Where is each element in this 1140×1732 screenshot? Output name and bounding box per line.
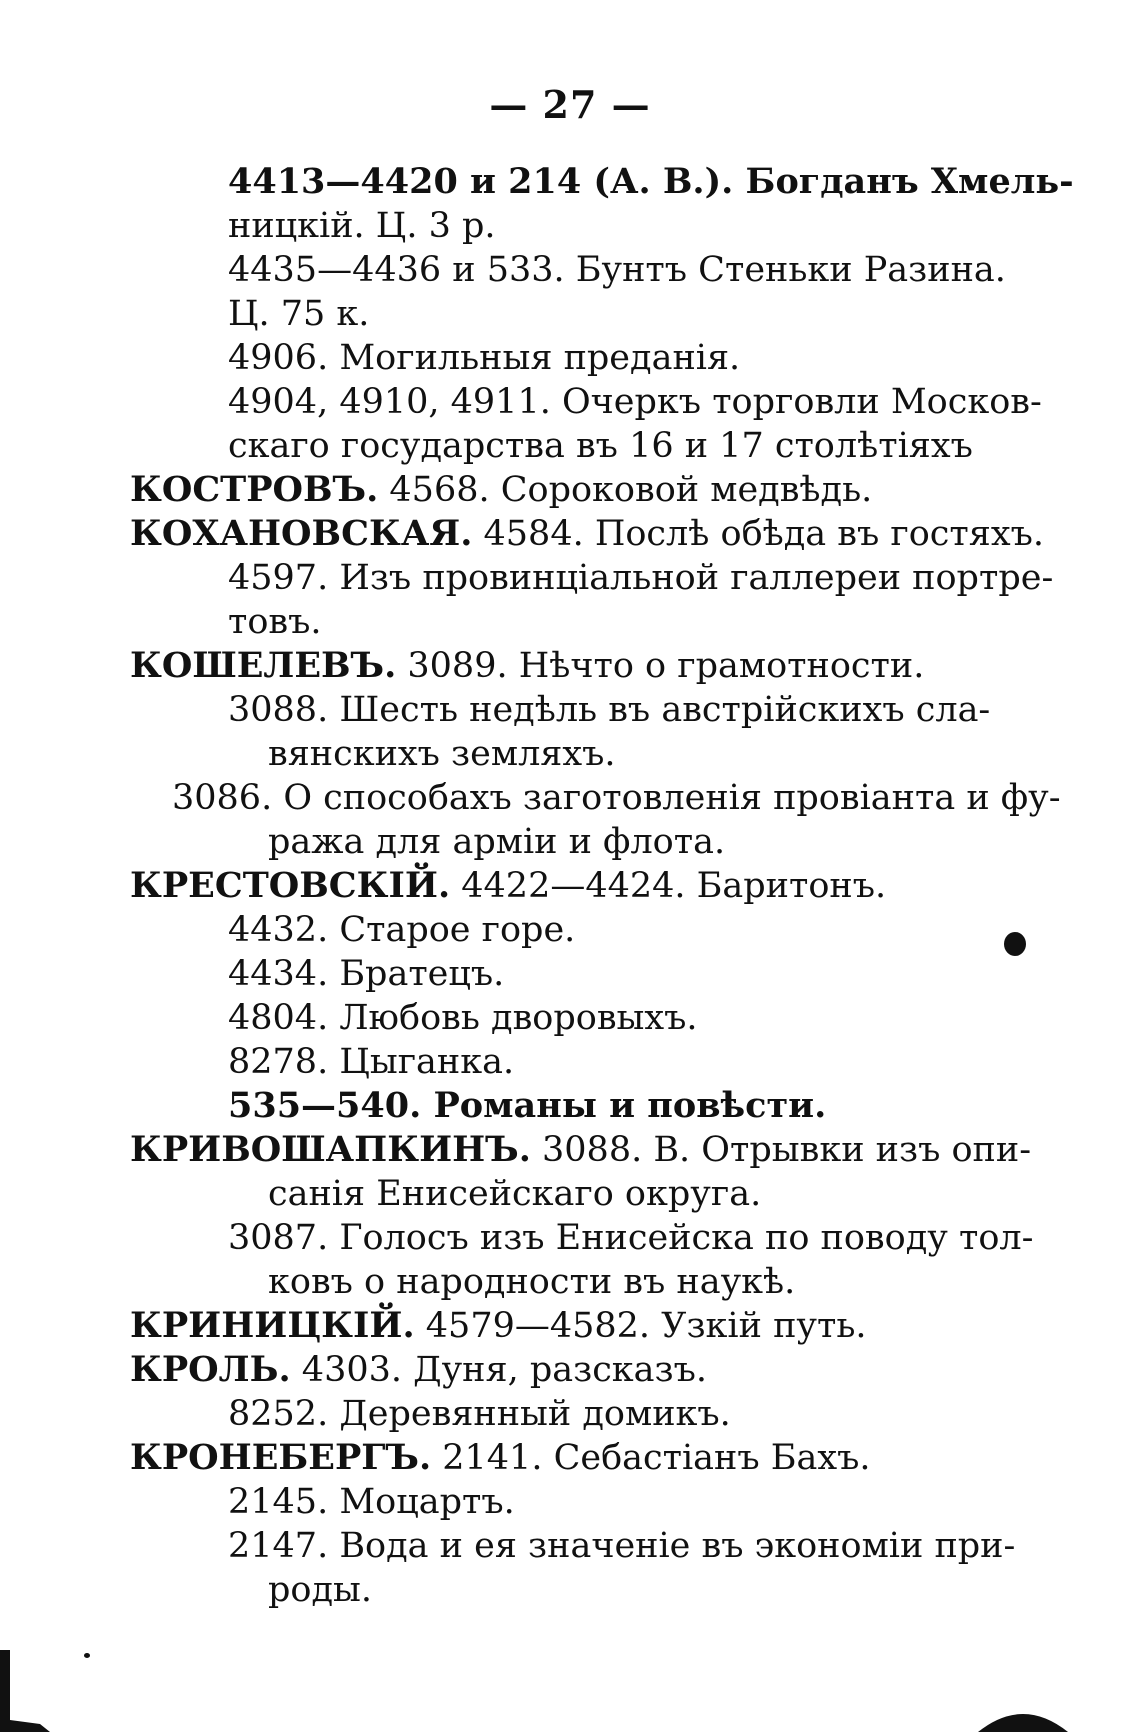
author-name: КОШЕЛЕВЪ. [130, 645, 397, 686]
entry-text: 4584. Послѣ обѣда въ гостяхъ. [472, 514, 1044, 554]
entry-text: 4303. Дуня, разсказъ. [290, 1350, 708, 1390]
entry-line [130, 1304, 867, 1348]
author-name: КРОНЕБЕРГЪ. [130, 1437, 432, 1478]
author-name: КОСТРОВЪ. [130, 469, 379, 510]
entry-line: 4432. Старое горе. [228, 910, 576, 950]
entry-text: 4579—4582. Узкій путь. [414, 1306, 867, 1346]
entry-line: 4906. Могильныя преданія. [228, 338, 741, 378]
page-number: — 27 — [489, 82, 651, 127]
entry-text: 3088. В. Отрывки изъ опи- [530, 1130, 1032, 1170]
entry-line [130, 512, 1044, 556]
entry-line: 3088. Шесть недѣль въ австрійскихъ сла- [228, 690, 991, 730]
entry-line: 3087. Голосъ изъ Енисейска по поводу тол- [228, 1218, 1034, 1258]
author-name: КРИНИЦКІЙ. [130, 1305, 415, 1346]
entry-line [130, 1436, 870, 1480]
author-name: КОХАНОВСКАЯ. [130, 513, 473, 554]
entry-line: санія Енисейскаго округа. [268, 1174, 762, 1214]
author-name: КРЕСТОВСКІЙ. [130, 865, 451, 906]
entry-line: 535—540. Романы и повѣсти. [228, 1085, 827, 1126]
entry-line: 3086. О способахъ заготовленія провіанта и фу- [172, 778, 1061, 818]
entry-line: 4904, 4910, 4911. Очеркъ торговли Москов- [228, 382, 1042, 422]
entry-line [130, 864, 886, 908]
author-name: КРИВОШАПКИНЪ. [130, 1129, 531, 1170]
entry-line: 4434. Братецъ. [228, 954, 505, 994]
page-edge-arc [978, 1696, 1068, 1732]
entry-line: 4413—4420 и 214 (А. В.). Богданъ Хмель- [228, 161, 1074, 202]
entry-line: 2147. Вода и ея значеніе въ экономіи при- [228, 1526, 1016, 1566]
entry-line [130, 1348, 707, 1392]
ink-spot [84, 1653, 90, 1658]
entry-text: 4568. Сороковой медвѣдь. [378, 470, 873, 510]
entry-line: 2145. Моцартъ. [228, 1482, 515, 1522]
entry-line: ницкій. Ц. 3 р. [228, 206, 496, 246]
entry-line: 4804. Любовь дворовыхъ. [228, 998, 698, 1038]
author-name: КРОЛЬ. [130, 1349, 291, 1390]
entry-line: товъ. [228, 602, 322, 642]
entry-text: 4422—4424. Баритонъ. [450, 866, 887, 906]
entry-line [130, 644, 924, 688]
page-corner-mark [0, 1650, 60, 1732]
entry-line [130, 1128, 1031, 1172]
entry-line: роды. [268, 1570, 373, 1610]
entry-line: Ц. 75 к. [228, 294, 370, 334]
entry-line: скаго государства въ 16 и 17 столѣтіяхъ [228, 426, 973, 466]
entry-line: 4597. Изъ провинціальной галлереи портре- [228, 558, 1054, 598]
entry-line: вянскихъ земляхъ. [268, 734, 616, 774]
entry-line [130, 468, 872, 512]
entry-text: 3089. Нѣчто о грамотности. [396, 646, 925, 686]
ink-spot [1004, 932, 1026, 956]
entry-line: 8252. Деревянный домикъ. [228, 1394, 731, 1434]
entry-line: ковъ о народности въ наукѣ. [268, 1262, 796, 1302]
entry-line: 4435—4436 и 533. Бунтъ Стеньки Разина. [228, 250, 1006, 290]
entry-line: ража для арміи и флота. [268, 822, 726, 862]
entry-line: 8278. Цыганка. [228, 1042, 515, 1082]
entry-text: 2141. Себастіанъ Бахъ. [431, 1438, 871, 1478]
